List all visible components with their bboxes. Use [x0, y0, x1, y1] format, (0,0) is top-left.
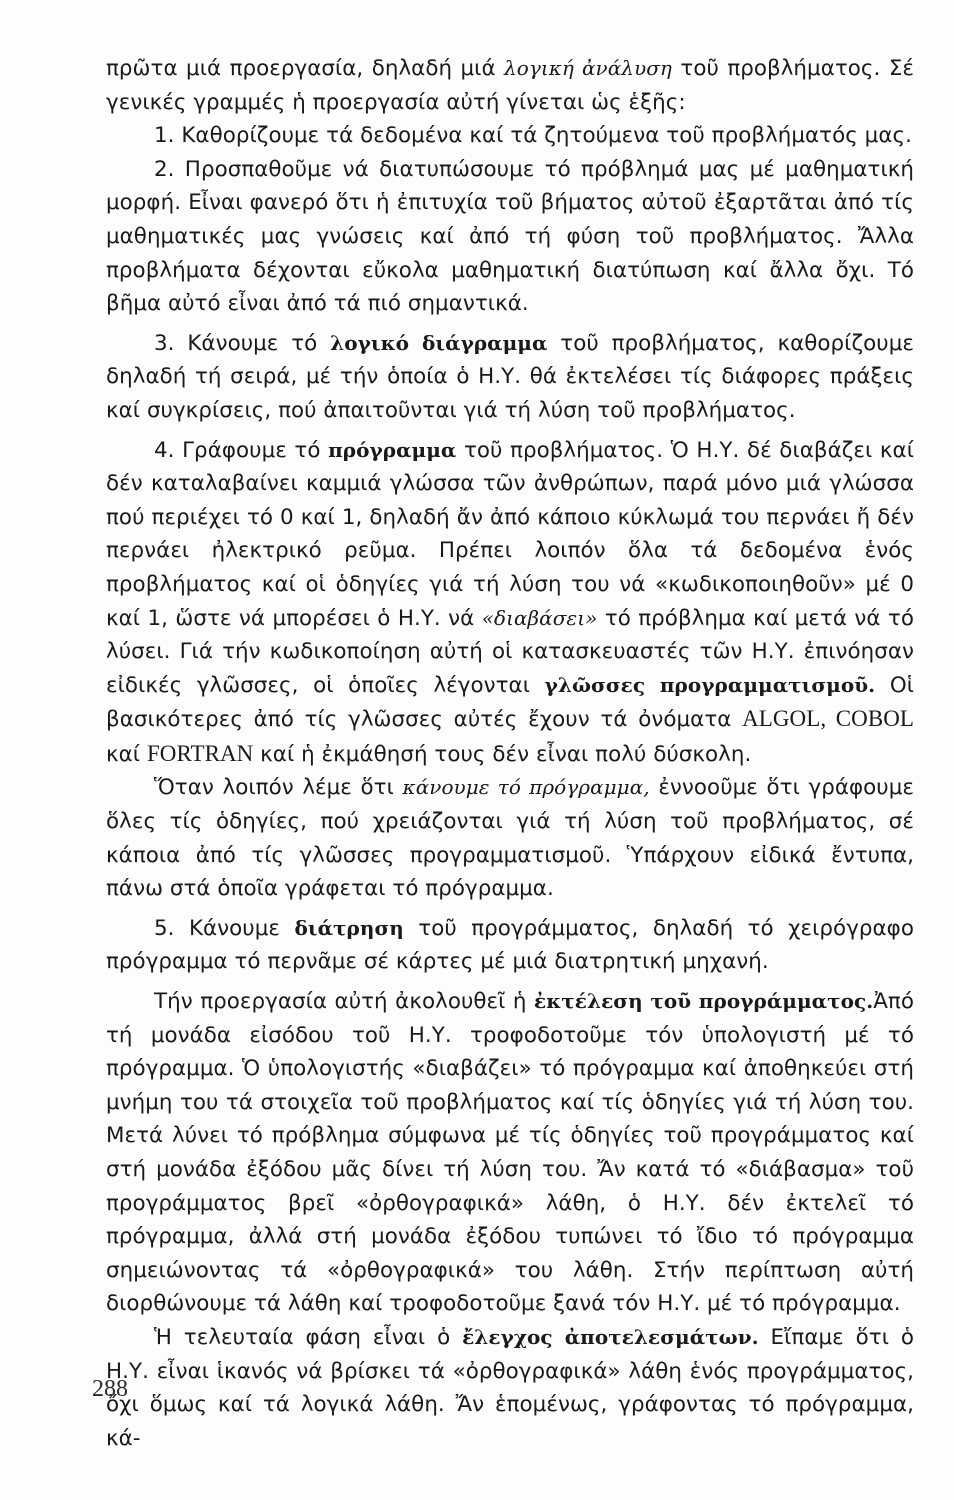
- results-check-term: ἔλεγχος ἀποτελεσμάτων.: [462, 1324, 759, 1349]
- step-4: 4. Γράφουμε τό πρόγραμμα τοῦ προβλήματος. Ὁ Η.Υ. δέ διαβάζει καί δέν καταλαβαίνει καμμιά γλώσσα τῶν ἀνθρώπων, παρά μόνο μιά γλώσσα πού περιέχει τό 0 καί 1, δηλαδή ἄν ἀπό κάποιο κύκλωμά του περνάει ἤ δέν περνάει ἠλεκτρικό ρεῦμα. Πρέπει λοιπόν ὅλα τά δεδομένα ἑνός προβλήματος καί οἱ ὁδηγίες γιά τή λύση του νά «κωδικοποιηθοῦν» μέ 0 καί 1, ὥστε νά μπορέσει ὁ Η.Υ. νά «διαβάσει» τό πρόβλημα καί μετά νά τό λύσει. Γιά τήν κωδικοποίηση αὐτή οἱ κατασκευαστές τῶν Η.Υ. ἐπινόησαν εἰδικές γλῶσσες, οἱ ὁποῖες λέγονται γλῶσσες προγραμματισμοῦ. Οἱ βασικότερες ἀπό τίς γλῶσσες αὐτές ἔχουν τά ὀνόματα ALGOL, COBOL καί FORTRAN καί ἡ ἐκμάθησή τους δέν εἶναι πολύ δύσκολη.: [106, 437, 915, 767]
- page-number: 288: [92, 1376, 128, 1402]
- paragraph-execution: Τήν προεργασία αὐτή ἀκολουθεῖ ἡ ἐκτέλεση τοῦ προγράμματος.Ἀπό τή μονάδα εἰσόδου τοῦ Η.Υ. τροφοδοτοῦμε τόν ὑπολογιστή μέ τό πρόγραμμα. Ὁ ὑπολογιστής «διαβάζει» τό πρόγραμμα καί ἀποθηκεύει στή μνήμη του τά στοιχεῖα τοῦ προβλήματος καί τίς ὁδηγίες γιά τή λύση του. Μετά λύνει τό πρόβλημα σύμφωνα μέ τίς ὁδηγίες τοῦ προγράμματος καί στή μονάδα ἐξόδου μᾶς δίνει τή λύση του. Ἄν κατά τό «διάβασμα» τοῦ προγράμματος βρεῖ «ὀρθογραφικά» λάθη, ὁ Η.Υ. δέν ἐκτελεῖ τό πρόγραμμα, ἀλλά στή μονάδα ἐξόδου τυπώνει τό ἴδιο τό πρόγραμμα σημειώνοντας τά «ὀρθογραφικά» του λάθη. Στήν περίπτωση αὐτή διορθώνουμε τά λάθη καί τροφοδοτοῦμε ξανά τόν Η.Υ. μέ τό πρόγραμμα.: [106, 989, 914, 1317]
- step-1: 1. Καθορίζουμε τά δεδομένα καί τά ζητούμενα τοῦ προβλήματός μας.: [154, 123, 912, 149]
- logic-diagram-term: λογικό διάγραμμα: [330, 330, 548, 355]
- page-body-text: [106, 52, 914, 1455]
- program-execution-term: ἐκτέλεση τοῦ προγράμματος.: [534, 989, 874, 1014]
- logical-analysis-term: λογική ἀνάλυση: [504, 56, 672, 80]
- programming-languages-term: γλῶσσες προγραμματισμοῦ.: [544, 672, 876, 697]
- paragraph-intro: πρῶτα μιά προεργασία, δηλαδή μιά λογική ἀνάλυση τοῦ προβλήματος. Σέ γενικές γραμμές ἡ προεργασία αὐτή γίνεται ὡς ἑξῆς:: [106, 56, 914, 115]
- paragraph-results-check: Ἡ τελευταία φάση εἶναι ὁ ἔλεγχος ἀποτελεσμάτων. Εἴπαμε ὅτι ὁ Η.Υ. εἶναι ἱκανός νά βρίσκει τά «ὀρθογραφικά» λάθη ἑνός προγράμματος, ὄχι ὅμως καί τά λογικά λάθη. Ἄν ἑπομένως, γράφοντας τό πρόγραμμα, κά-: [106, 1324, 914, 1451]
- language-name-fortran: FORTRAN: [146, 740, 254, 766]
- language-names-algol-cobol: ALGOL, COBOL: [742, 706, 914, 732]
- program-term: πρόγραμμα: [328, 437, 457, 462]
- step-3: 3. Κάνουμε τό λογικό διάγραμμα τοῦ προβλήματος, καθορίζουμε δηλαδή τή σειρά, μέ τήν ὁποία ὁ Η.Υ. θά ἐκτελέσει τίς διάφορες πράξεις καί συγκρίσεις, πού ἀπαιτοῦνται γιά τή λύση τοῦ προβλήματος.: [106, 330, 914, 423]
- punching-term: διάτρηση: [294, 915, 404, 940]
- paragraph-writing-program: Ὅταν λοιπόν λέμε ὅτι κάνουμε τό πρόγραμμα, ἐννοοῦμε ὅτι γράφουμε ὅλες τίς ὁδηγίες, πού χρειάζονται γιά τή λύση τοῦ προβλήματος, σέ κάποια ἀπό τίς γλῶσσες προγραμματισμοῦ. Ὑπάρχουν εἰδικά ἔντυπα, πάνω στά ὁποῖα γράφεται τό πρόγραμμα.: [106, 775, 914, 902]
- step-2: 2. Προσπαθοῦμε νά διατυπώσουμε τό πρόβλημά μας μέ μαθηματική μορφή. Εἶναι φανερό ὅτι ἡ ἐπιτυχία τοῦ βήματος αὐτοῦ ἐξαρτᾶται ἀπό τίς μαθηματικές μας γνώσεις καί ἀπό τή φύση τοῦ προβλήματος. Ἄλλα προβλήματα δέχονται εὔκολα μαθηματική διατύπωση καί ἄλλα ὄχι. Τό βῆμα αὐτό εἶναι ἀπό τά πιό σημαντικά.: [106, 156, 914, 317]
- step-5: 5. Κάνουμε διάτρηση τοῦ προγράμματος, δηλαδή τό χειρόγραφο πρόγραμμα τό περνᾶμε σέ κάρτες μέ μιά διατρητική μηχανή.: [106, 915, 914, 975]
- making-program-term: κάνουμε τό πρόγραμμα,: [402, 775, 650, 800]
- read-term: «διαβάσει»: [481, 605, 598, 630]
